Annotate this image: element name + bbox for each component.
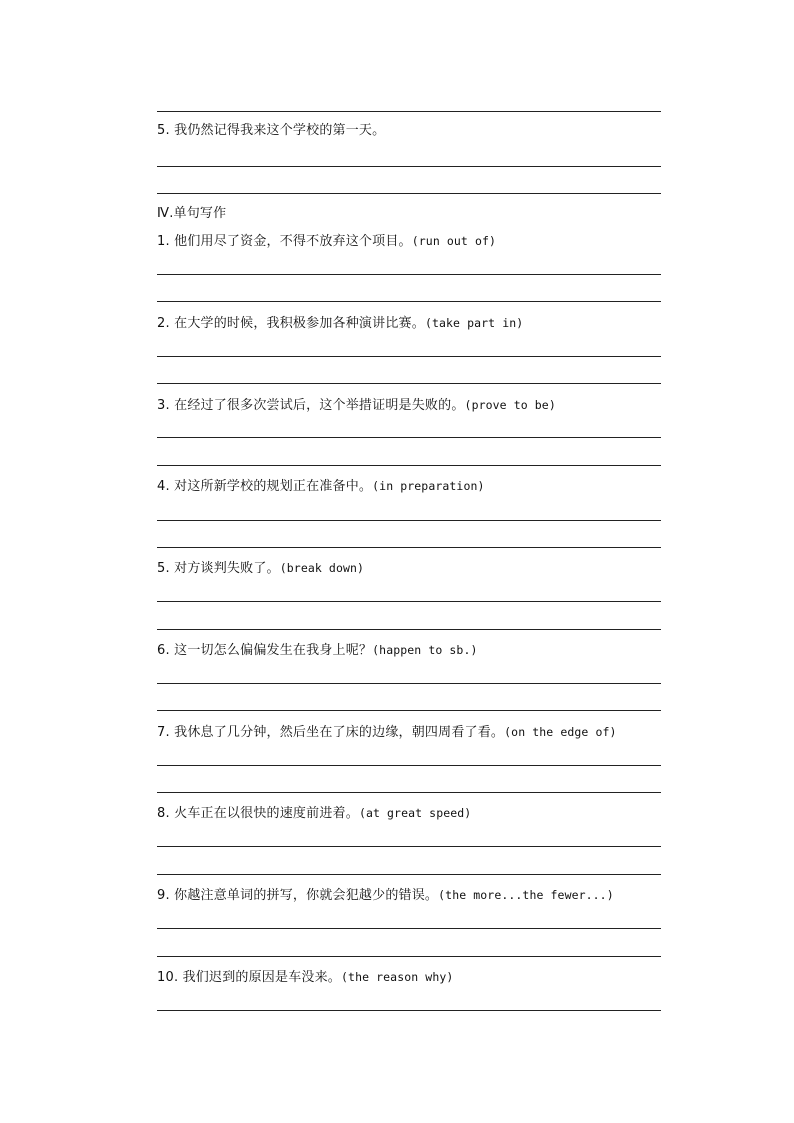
question-prompt <box>157 805 471 822</box>
section-title: Ⅳ.单句写作 <box>157 206 227 221</box>
answer-line <box>157 383 661 384</box>
question-text: 7. 我休息了几分钟，然后坐在了床的边缘，朝四周看了看。 <box>157 725 505 740</box>
answer-line <box>157 956 661 957</box>
question-prompt <box>157 478 485 495</box>
question-prompt <box>157 397 556 414</box>
question-prompt <box>157 315 523 332</box>
question-hint: (in preparation) <box>372 479 485 493</box>
question-hint: (the reason why) <box>341 970 454 984</box>
question-text: 4. 对这所新学校的规划正在准备中。 <box>157 479 373 494</box>
answer-line <box>157 846 661 847</box>
question-prompt <box>157 642 478 659</box>
answer-line <box>157 874 661 875</box>
question-hint: (the more...the fewer...) <box>438 888 614 902</box>
question-text: 9. 你越注意单词的拼写，你就会犯越少的错误。 <box>157 888 439 903</box>
question-prompt <box>157 123 385 139</box>
question-hint: (on the edge of) <box>504 725 617 739</box>
question-hint: (happen to sb.) <box>372 643 478 657</box>
answer-line <box>157 629 661 630</box>
answer-line <box>157 792 661 793</box>
question-hint: (take part in) <box>424 316 524 330</box>
answer-line <box>157 193 661 194</box>
answer-line <box>157 437 661 438</box>
question-text: 2. 在大学的时候，我积极参加各种演讲比赛。 <box>157 316 425 331</box>
answer-line <box>157 301 661 302</box>
question-hint: (at great speed) <box>358 806 472 820</box>
answer-line <box>157 710 661 711</box>
question-prompt <box>157 560 364 577</box>
question-prompt <box>157 724 617 741</box>
answer-line <box>157 520 661 521</box>
answer-line <box>157 601 661 602</box>
answer-line <box>157 111 661 112</box>
question-text: 3. 在经过了很多次尝试后，这个举措证明是失败的。 <box>157 398 465 413</box>
answer-line <box>157 683 661 684</box>
question-prompt <box>157 969 453 986</box>
question-text: 10. 我们迟到的原因是车没来。 <box>157 970 342 985</box>
answer-line <box>157 356 661 357</box>
question-prompt <box>157 887 614 904</box>
answer-line <box>157 547 661 548</box>
question-text: 8. 火车正在以很快的速度前进着。 <box>157 806 359 821</box>
answer-line <box>157 765 661 766</box>
answer-line <box>157 1010 661 1011</box>
question-hint: (run out of) <box>411 234 497 248</box>
question-hint: (prove to be) <box>464 398 556 412</box>
question-text: 6. 这一切怎么偏偏发生在我身上呢？ <box>157 643 373 658</box>
answer-line <box>157 465 661 466</box>
question-text: 5. 我仍然记得我来这个学校的第一天。 <box>157 123 386 138</box>
question-hint: (break down) <box>279 561 365 575</box>
answer-line <box>157 928 661 929</box>
question-text: 5. 对方谈判失败了。 <box>157 561 280 576</box>
question-prompt <box>157 233 496 250</box>
section-heading <box>157 206 226 222</box>
answer-line <box>157 274 661 275</box>
question-text: 1. 他们用尽了资金，不得不放弃这个项目。 <box>157 234 412 249</box>
answer-line <box>157 166 661 167</box>
